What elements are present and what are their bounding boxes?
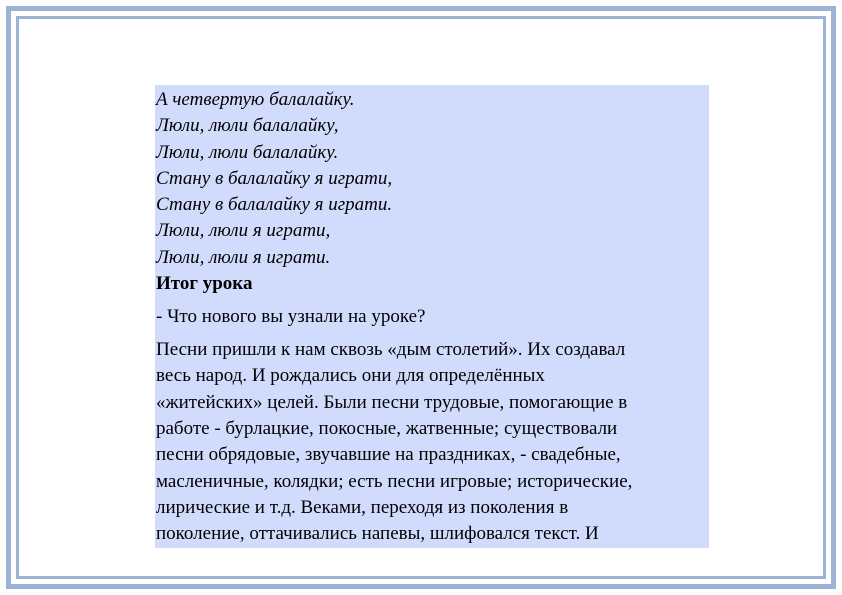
poem-block	[155, 87, 709, 271]
slide-text-box	[155, 85, 709, 548]
summary-heading: Итог урока	[156, 273, 253, 295]
paragraph-line: поколение, оттачивались напевы, шлифовался текст. И	[156, 523, 599, 545]
poem-line: Люли, люли я играти,	[156, 220, 331, 242]
summary-question: - Что нового вы узнали на уроке?	[156, 306, 426, 328]
poem-line: Стану в балалайку я играти,	[156, 167, 393, 189]
paragraph-line: масленичные, колядки; есть песни игровые; исторические,	[156, 470, 633, 492]
paragraph-line: песни обрядовые, звучавшие на праздниках, - свадебные,	[156, 444, 621, 466]
paragraph-line: Песни пришли к нам сквозь «дым столетий». Их создавал	[156, 339, 626, 361]
summary-paragraph	[155, 337, 706, 547]
poem-line: Люли, люли балалайку,	[156, 115, 339, 137]
paragraph-line: весь народ. И рождались они для определённых	[156, 365, 545, 387]
poem-line: Стану в балалайку я играти.	[156, 194, 393, 216]
paragraph-line: «житейских» целей. Были песни трудовые, помогающие в	[156, 391, 628, 413]
poem-line: Люли, люли я играти.	[156, 246, 331, 268]
paragraph-line: работе - бурлацкие, покосные, жатвенные; существовали	[156, 417, 618, 439]
poem-line: А четвертую балалайку.	[156, 89, 355, 110]
poem-line: Люли, люли балалайку.	[156, 141, 339, 163]
paragraph-line: лирические и т.д. Веками, переходя из поколения в	[156, 496, 569, 518]
